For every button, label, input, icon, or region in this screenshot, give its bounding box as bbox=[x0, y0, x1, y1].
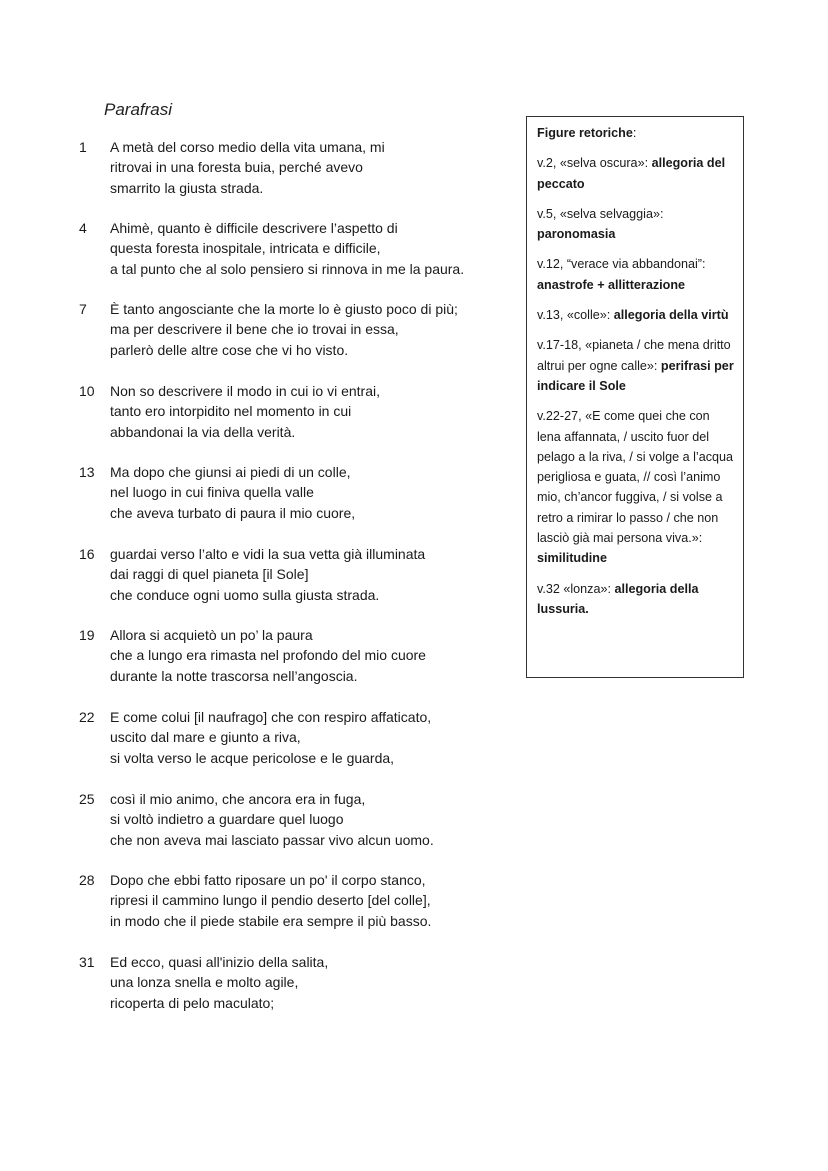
stanza-line: Allora si acquietò un po’ la paura bbox=[110, 627, 313, 643]
stanza-line: che conduce ogni uomo sulla giusta strada. bbox=[110, 586, 380, 603]
figure-name: allegoria del peccato bbox=[537, 156, 726, 191]
figure-item bbox=[537, 305, 734, 325]
figure-item bbox=[537, 254, 734, 295]
stanza-line: una lonza snella e molto agile, bbox=[110, 974, 299, 991]
stanza-line: questa foresta inospitale, intricata e difficile, bbox=[110, 240, 381, 257]
stanza-line: ma per descrivere il bene che io trovai in essa, bbox=[110, 321, 399, 338]
stanza-line: così il mio animo, che ancora era in fuga, bbox=[110, 791, 366, 807]
stanza-line: Ed ecco, quasi all'inizio della salita, bbox=[110, 954, 329, 970]
stanza-line: dai raggi di quel pianeta [il Sole] bbox=[110, 566, 309, 583]
stanza-line: tanto ero intorpidito nel momento in cui bbox=[110, 403, 352, 420]
figure-item bbox=[537, 406, 734, 568]
stanza-line: smarrito la giusta strada. bbox=[110, 179, 264, 196]
stanza-line: A metà del corso medio della vita umana, mi bbox=[110, 139, 385, 155]
stanza-line: abbandonai la via della verità. bbox=[110, 423, 296, 440]
stanza-line: nel luogo in cui finiva quella valle bbox=[110, 484, 314, 501]
figure-item bbox=[537, 204, 734, 245]
figure-name: similitudine bbox=[537, 551, 607, 566]
stanza-line: Non so descrivere il modo in cui io vi entrai, bbox=[110, 383, 381, 399]
box-heading-label: Figure retoriche bbox=[537, 126, 633, 140]
figure-name: perifrasi per indicare il Sole bbox=[537, 358, 734, 393]
stanza-line: in modo che il piede stabile era sempre il più basso. bbox=[110, 912, 432, 929]
verse-number: 22 bbox=[79, 709, 95, 725]
stanza-line: È tanto angosciante che la morte lo è giusto poco di più; bbox=[110, 301, 458, 317]
verse-number: 31 bbox=[79, 954, 95, 970]
figure-reference: v.17-18, «pianeta / che mena dritto altrui per ogne calle»: bbox=[537, 338, 731, 373]
stanza-line: Dopo che ebbi fatto riposare un po' il corpo stanco, bbox=[110, 872, 426, 888]
figure-reference: v.13, «colle»: bbox=[537, 308, 614, 323]
figure-reference: v.22-27, «E come quei che con lena affannata, / uscito fuor del pelago a la riva, / si volge a l’acqua perigliosa e guata, // così l’animo mio, ch’ancor fuggiva, / si volse a retro a rimirar lo passo / che non lasciò già mai persona viva.»: bbox=[537, 409, 734, 546]
figure-reference: v.12, “verace via abbandonai”: bbox=[537, 257, 706, 272]
verse-number: 4 bbox=[79, 220, 87, 236]
verse-number: 1 bbox=[79, 139, 87, 155]
stanza-line: a tal punto che al solo pensiero si rinnova in me la paura. bbox=[110, 260, 465, 277]
verse-number: 13 bbox=[79, 464, 95, 480]
stanza-line: si voltò indietro a guardare quel luogo bbox=[110, 811, 344, 828]
stanza-line: E come colui [il naufrago] che con respiro affaticato, bbox=[110, 709, 432, 725]
stanza-line: ricoperta di pelo maculato; bbox=[110, 994, 275, 1011]
stanza-line: Ma dopo che giunsi ai piedi di un colle, bbox=[110, 464, 351, 480]
stanza-line: che a lungo era rimasta nel profondo del mio cuore bbox=[110, 647, 426, 664]
stanza-line: uscito dal mare e giunto a riva, bbox=[110, 729, 301, 746]
verse-number: 25 bbox=[79, 791, 95, 807]
figure-name: paronomasia bbox=[537, 227, 616, 242]
figure-item bbox=[537, 579, 734, 620]
verse-number: 16 bbox=[79, 546, 95, 562]
box-heading bbox=[537, 123, 734, 143]
stanza-line: durante la notte trascorsa nell’angoscia. bbox=[110, 667, 358, 684]
stanza-line: che non aveva mai lasciato passar vivo alcun uomo. bbox=[110, 831, 434, 848]
figure-reference: v.5, «selva selvaggia»: bbox=[537, 206, 664, 221]
stanza-line: guardai verso l’alto e vidi la sua vetta già illuminata bbox=[110, 546, 426, 562]
figure-reference: v.2, «selva oscura»: bbox=[537, 156, 652, 171]
box-heading-colon: : bbox=[632, 126, 637, 140]
verse-number: 28 bbox=[79, 872, 95, 888]
stanza-line: Ahimè, quanto è difficile descrivere l’aspetto di bbox=[110, 220, 398, 236]
stanza-line: ripresi il cammino lungo il pendio deserto [del colle], bbox=[110, 892, 431, 909]
figure-reference: v.32 «lonza»: bbox=[537, 581, 615, 596]
verse-number: 19 bbox=[79, 627, 95, 643]
page-title: Parafrasi bbox=[104, 100, 173, 119]
stanza-line: che aveva turbato di paura il mio cuore, bbox=[110, 504, 356, 521]
verse-number: 7 bbox=[79, 301, 87, 317]
figure-item bbox=[537, 335, 734, 396]
figure-name: allegoria della virtù bbox=[613, 308, 729, 323]
figure-name: anastrofe + allitterazione bbox=[537, 277, 686, 292]
figure-name: allegoria della lussuria. bbox=[537, 581, 699, 616]
figure-item bbox=[537, 153, 734, 194]
stanza-line: parlerò delle altre cose che vi ho visto. bbox=[110, 341, 349, 358]
stanza-line: si volta verso le acque pericolose e le guarda, bbox=[110, 749, 395, 766]
verse-number: 10 bbox=[79, 383, 95, 399]
rhetorical-figures-box bbox=[526, 116, 744, 678]
stanza-line: ritrovai in una foresta buia, perché avevo bbox=[110, 159, 363, 176]
